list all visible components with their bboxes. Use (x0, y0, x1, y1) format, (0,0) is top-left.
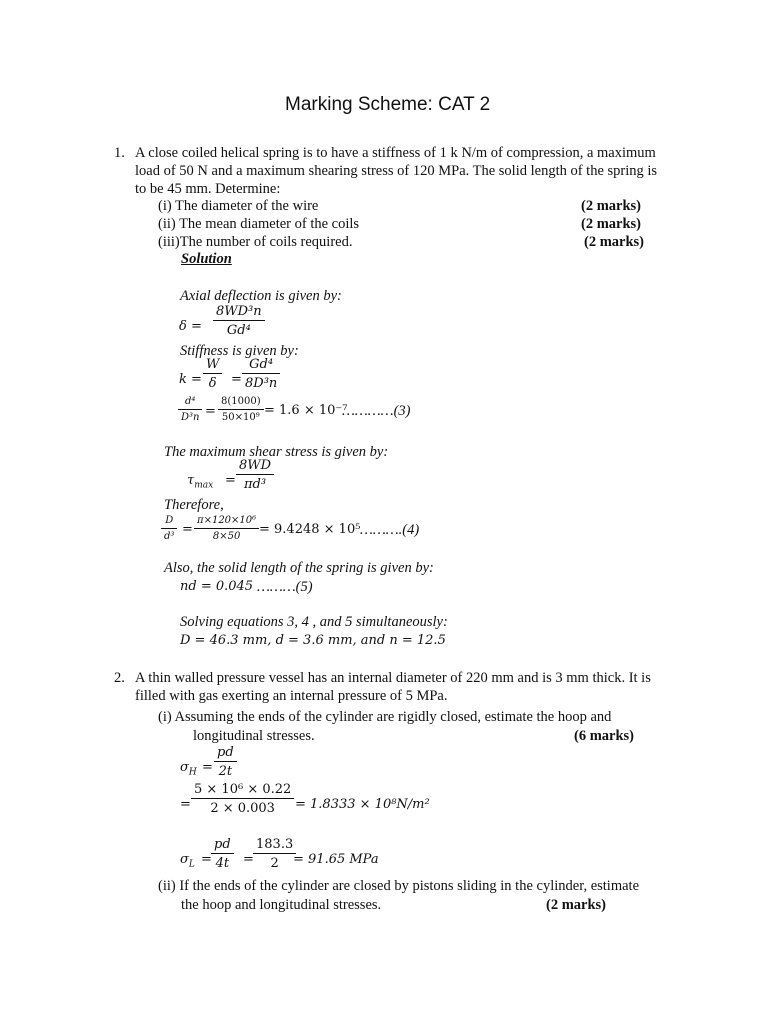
eq3-fraction-2 (218, 396, 264, 424)
tau-lhs (187, 472, 213, 495)
eq4-fraction-1-numerator: D (161, 515, 177, 529)
q1-part-ii: (ii) The mean diameter of the coils (158, 216, 360, 232)
solid-length-label: Also, the solid length of the spring is given by: (164, 560, 434, 576)
q2-part-ii-line-2: the hoop and longitudinal stresses. (181, 897, 382, 913)
eq4-fraction-1 (161, 515, 177, 543)
sigma-h-fraction (214, 745, 237, 779)
sigma-l-subscript: L (188, 859, 195, 870)
page-title: Marking Scheme: CAT 2 (285, 94, 491, 115)
eq4-equals: = (182, 522, 193, 537)
delta-fraction (213, 304, 265, 338)
eq3-tag: …………(3) (342, 403, 411, 419)
tau-subscript: max (194, 480, 214, 491)
therefore-label: Therefore, (164, 497, 224, 513)
q2-part-ii-line-1: (ii) If the ends of the cylinder are closed by pistons sliding in the cylinder, estimate (158, 878, 640, 894)
eq4-fraction-2-numerator: π×120×10⁶ (194, 515, 259, 529)
delta-numerator: 8WD³n (213, 304, 265, 321)
q1-part-i-marks: (2 marks) (581, 198, 642, 214)
eq5-tag: ………(5) (257, 579, 313, 595)
solving-label: Solving equations 3, 4 , and 5 simultaneously: (180, 614, 448, 630)
eq4-fraction-2 (194, 515, 259, 543)
q1-part-iii-marks: (2 marks) (584, 234, 645, 250)
q2-part-i-marks: (6 marks) (574, 728, 635, 744)
sigma-l-fraction-2-denominator: 2 (270, 856, 279, 871)
eq3-fraction-2-denominator: 50×10⁹ (221, 412, 260, 423)
axial-deflection-label: Axial deflection is given by: (180, 288, 342, 304)
k-fraction-2-numerator: Gd⁴ (242, 357, 280, 374)
question-1-number: 1. (114, 145, 125, 161)
k-fraction-1 (203, 357, 222, 391)
sigma-l-equals-1: = (201, 852, 212, 867)
eq3-equals: = (205, 404, 216, 419)
tau-fraction (236, 458, 274, 492)
q1-part-iii: (iii)The number of coils required. (158, 234, 353, 250)
final-result: D = 46.3 mm, d = 3.6 mm, and n = 12.5 (180, 633, 446, 648)
sigma-h-numerator: pd (214, 745, 237, 762)
eq4-tag: ……….(4) (360, 522, 420, 538)
q1-part-ii-marks: (2 marks) (581, 216, 642, 232)
sigma-h-symbol: σ (180, 760, 189, 775)
stiffness-label: Stiffness is given by: (180, 343, 299, 359)
q1-part-i: (i) The diameter of the wire (158, 198, 319, 214)
tau-numerator: 8WD (236, 458, 274, 475)
tau-denominator: πd³ (243, 477, 267, 492)
eq4-fraction-1-denominator: d³ (164, 531, 175, 542)
q2-part-i-line-2: longitudinal stresses. (193, 728, 315, 744)
sigma-h-calc-equals: = (180, 797, 191, 812)
k-fraction-1-numerator: W (203, 357, 222, 374)
k-fraction-1-denominator: δ (208, 376, 217, 391)
eq3-fraction-1-numerator: d⁴ (178, 396, 202, 410)
sigma-l-symbol: σ (180, 852, 189, 867)
k-equals: = (231, 372, 242, 387)
eq3-fraction-2-numerator: 8(1000) (218, 396, 264, 410)
question-2-number: 2. (114, 670, 125, 686)
sigma-l-fraction-1-numerator: pd (211, 837, 234, 854)
eq5: nd = 0.045 (180, 579, 254, 594)
sigma-h-lhs (180, 759, 197, 782)
delta-denominator: Gd⁴ (226, 323, 251, 338)
eq4-fraction-2-denominator: 8×50 (212, 531, 241, 542)
sigma-h-subscript: H (188, 767, 197, 778)
sigma-l-fraction-2-numerator: 183.3 (253, 837, 296, 854)
sigma-h-calc-fraction (191, 782, 294, 816)
k-lhs: k = (179, 372, 202, 387)
q2-part-i-line-1: (i) Assuming the ends of the cylinder are rigidly closed, estimate the hoop and (158, 709, 612, 725)
q2-part-ii-marks: (2 marks) (546, 897, 607, 913)
sigma-h-equals: = (202, 760, 213, 775)
max-shear-label: The maximum shear stress is given by: (164, 444, 389, 460)
sigma-l-result: = 91.65 MPa (293, 852, 379, 867)
k-fraction-2 (242, 357, 280, 391)
sigma-h-calc-denominator: 2 × 0.003 (210, 801, 275, 816)
question-1-text-line-1: A close coiled helical spring is to have a stiffness of 1 k N/m of compression, a maximum (135, 145, 656, 161)
eq3-fraction-1 (178, 396, 202, 424)
question-2-text-line-1: A thin walled pressure vessel has an internal diameter of 220 mm and is 3 mm thick. It is (135, 670, 651, 686)
sigma-h-denominator: 2t (218, 764, 233, 779)
sigma-l-equals-2: = (243, 852, 254, 867)
sigma-l-fraction-2 (253, 837, 296, 871)
eq3-fraction-1-denominator: D³n (181, 412, 200, 423)
sigma-l-fraction-1 (211, 837, 234, 871)
question-1-text-line-3: to be 45 mm. Determine: (135, 181, 281, 197)
delta-lhs: δ = (179, 319, 202, 334)
tau-symbol: τ (187, 473, 195, 488)
k-fraction-2-denominator: 8D³n (245, 376, 278, 391)
sigma-h-result: = 1.8333 × 10⁸N/m² (295, 797, 430, 812)
tau-equals: = (225, 473, 236, 488)
question-1-text-line-2: load of 50 N and a maximum shearing stress of 120 MPa. The solid length of the spring is (135, 163, 658, 179)
question-2-text-line-2: filled with gas exerting an internal pressure of 5 MPa. (135, 688, 448, 704)
sigma-l-fraction-1-denominator: 4t (215, 856, 230, 871)
sigma-h-calc-numerator: 5 × 10⁶ × 0.22 (191, 782, 294, 799)
eq4-result: = 9.4248 × 10⁵ (259, 522, 361, 537)
eq3-result: = 1.6 × 10⁻⁷ (264, 403, 348, 418)
solution-heading: Solution (181, 251, 232, 267)
sigma-l-lhs (180, 851, 195, 874)
